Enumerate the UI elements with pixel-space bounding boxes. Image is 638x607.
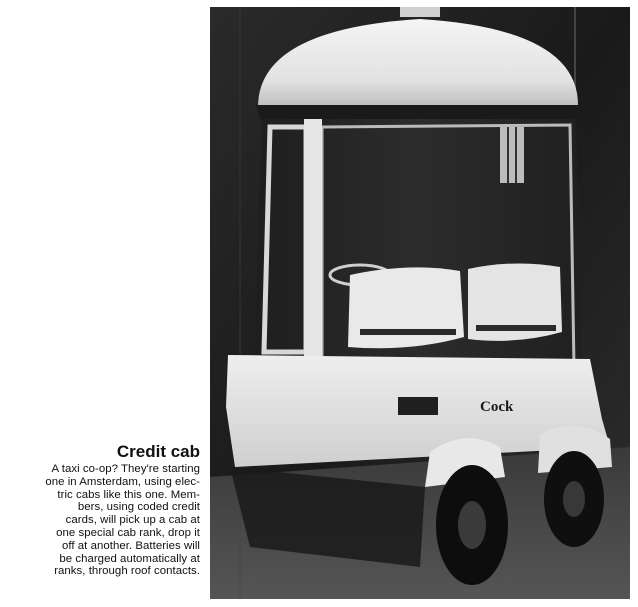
caption-line: one in Amsterdam, using elec-: [45, 475, 200, 488]
electric-cab-illustration: [210, 7, 630, 599]
roof-rim: [256, 105, 580, 119]
caption-line: be charged automatically at: [59, 552, 200, 565]
cab-logo: Cock: [480, 399, 514, 415]
caption: [0, 442, 200, 578]
electric-cab-photo: [210, 7, 630, 599]
window-pillar: [304, 119, 322, 369]
caption-line: A taxi co-op? They're starting: [51, 463, 200, 475]
seat-left: [348, 267, 464, 348]
caption-title: Credit cab: [116, 442, 200, 461]
caption-line: ranks, through roof contacts.: [54, 565, 200, 578]
caption-line: tric cabs like this one. Mem-: [57, 488, 200, 501]
front-lamp: [398, 397, 438, 415]
bg-window: [500, 127, 524, 183]
caption-line: off at another. Batteries will: [61, 539, 200, 552]
caption-line: bers, using coded credit: [77, 501, 200, 514]
caption-line: one special cab rank, drop it: [56, 526, 200, 539]
roof-contact: [400, 7, 440, 17]
caption-line: cards, will pick up a cab at: [65, 514, 200, 527]
